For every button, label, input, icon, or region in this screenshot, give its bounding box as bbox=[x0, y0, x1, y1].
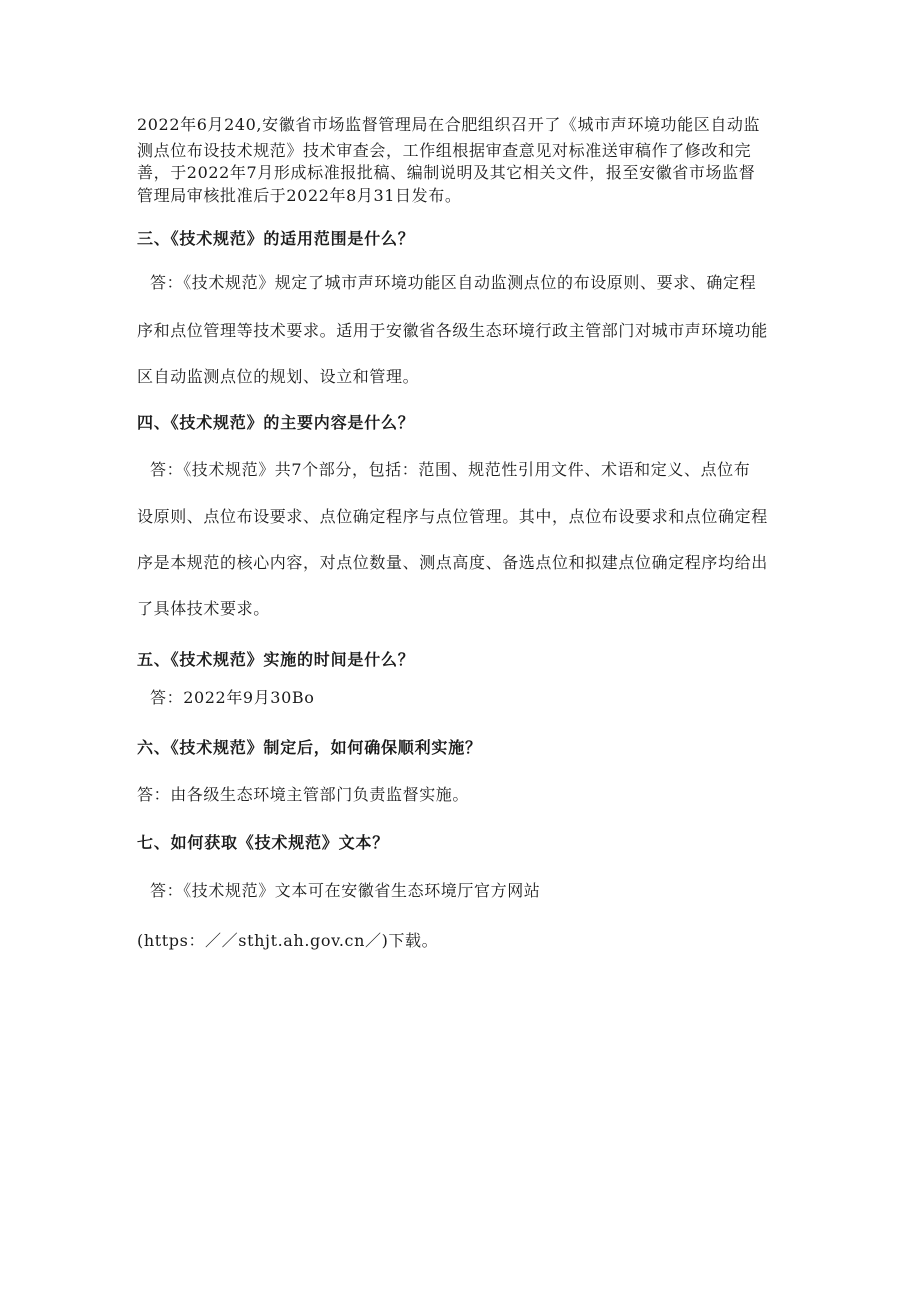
section-heading-implementation: 六、《技术规范》制定后，如何确保顺利实施？ bbox=[137, 738, 482, 757]
intro-line-2: 测点位布设技术规范》技术审查会，工作组根据审查意见对标准送审稿作了修改和完 bbox=[137, 141, 752, 160]
answer-access-url-line: (https：／／sthjt.ah.gov.cn／)下载。 bbox=[137, 931, 439, 950]
intro-line-4: 管理局审核批准后于2022年8月31日发布。 bbox=[137, 186, 462, 205]
answer-content-line-4: 了具体技术要求。 bbox=[137, 599, 270, 618]
answer-date-line-1: 答：2022年9月30Bo bbox=[150, 688, 315, 707]
answer-scope-line-2: 序和点位管理等技术要求。适用于安徽省各级生态环境行政主管部门对城市声环境功能 bbox=[137, 321, 768, 340]
answer-content-line-1: 答：《技术规范》共7个部分，包括：范围、规范性引用文件、术语和定义、点位布 bbox=[150, 460, 751, 479]
section-heading-content: 四、《技术规范》的主要内容是什么？ bbox=[137, 413, 415, 432]
answer-implementation-line-1: 答：由各级生态环境主管部门负责监督实施。 bbox=[137, 785, 470, 804]
intro-line-1: 2022年6月240,安徽省市场监督管理局在合肥组织召开了《城市声环境功能区自动监 bbox=[137, 115, 761, 134]
section-heading-scope: 三、《技术规范》的适用范围是什么？ bbox=[137, 229, 415, 248]
answer-content-line-3: 序是本规范的核心内容，对点位数量、测点高度、备选点位和拟建点位确定程序均给出 bbox=[137, 553, 768, 572]
answer-content-line-2: 设原则、点位布设要求、点位确定程序与点位管理。其中，点位布设要求和点位确定程 bbox=[137, 507, 768, 526]
intro-line-3: 善，于2022年7月形成标准报批稿、编制说明及其它相关文件，报至安徽省市场监督 bbox=[137, 163, 756, 182]
answer-scope-line-1: 答：《技术规范》规定了城市声环境功能区自动监测点位的布设原则、要求、确定程 bbox=[150, 273, 757, 292]
answer-scope-line-3: 区自动监测点位的规划、设立和管理。 bbox=[137, 367, 420, 386]
section-heading-access: 七、如何获取《技术规范》文本？ bbox=[137, 833, 390, 852]
section-heading-date: 五、《技术规范》实施的时间是什么？ bbox=[137, 650, 415, 669]
answer-access-line-1: 答：《技术规范》文本可在安徽省生态环境厅官方网站 bbox=[150, 881, 541, 900]
